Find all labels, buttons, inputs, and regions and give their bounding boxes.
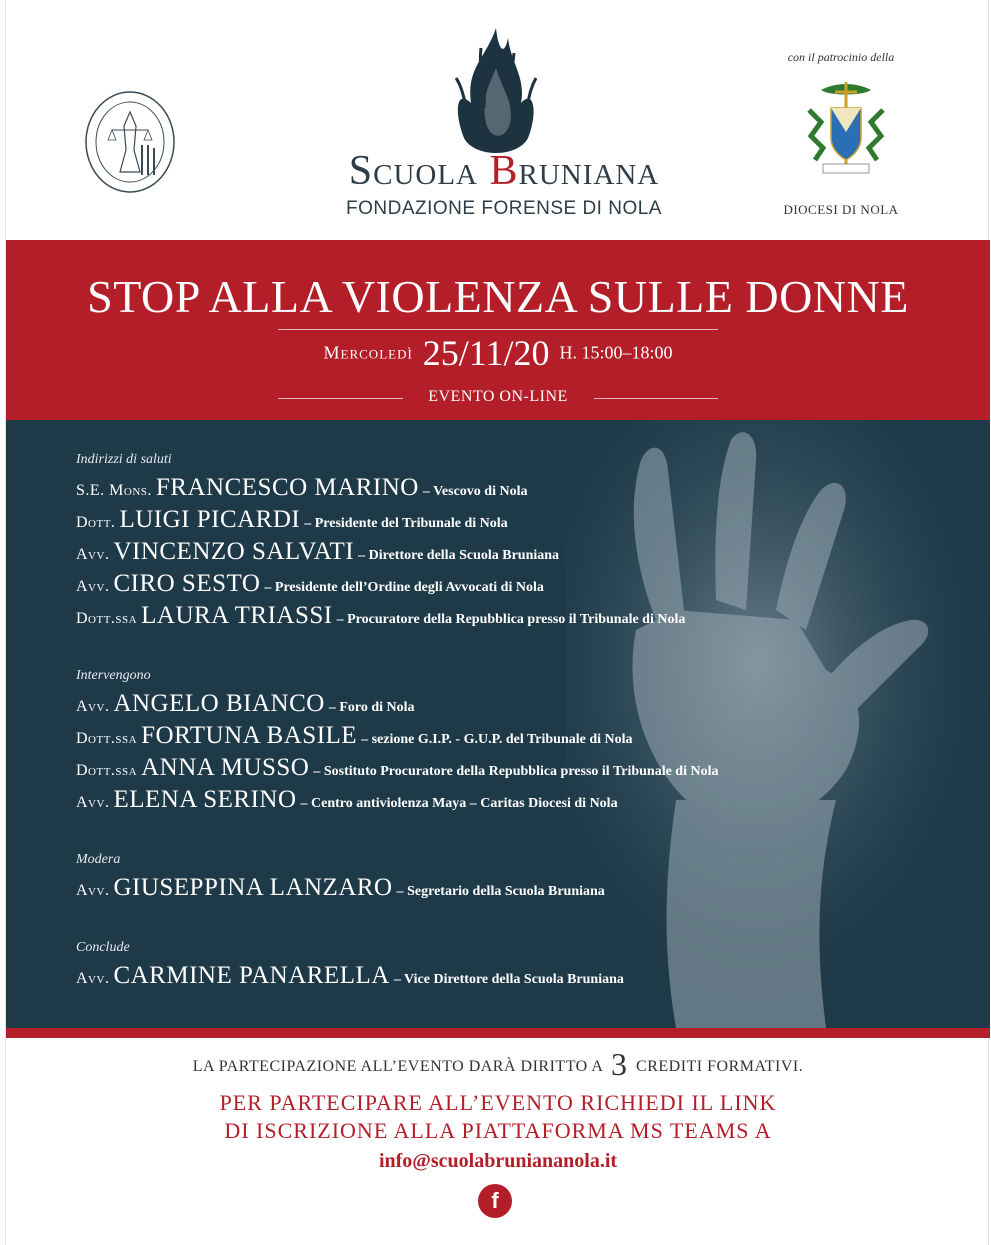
speaker-row: Dott.ssa ANNA MUSSO – Sostituto Procuratore della Repubblica presso il Tribunale di Nola — [76, 754, 719, 781]
speaker-row: Avv. GIUSEPPINA LANZARO – Segretario della Scuola Bruniana — [76, 874, 605, 901]
patronage-label: con il patrocinio della — [787, 50, 895, 64]
event-day: Mercoledì — [323, 342, 413, 363]
header — [6, 0, 990, 240]
event-date-line — [6, 332, 990, 374]
credits-notice: LA PARTECIPAZIONE ALL’EVENTO DARÀ DIRITTO A 3 CREDITI FORMATIVI. — [192, 1046, 804, 1082]
program-panel — [6, 420, 990, 1028]
credits-number: 3 — [611, 1046, 628, 1082]
speaker-row: Dott. LUIGI PICARDI – Presidente del Tribunale di Nola — [76, 506, 508, 533]
event-hours: H. 15:00–18:00 — [559, 342, 673, 363]
event-title: STOP ALLA VIOLENZA SULLE DONNE — [87, 271, 909, 322]
brand-subtitle: FONDAZIONE FORENSE DI NOLA — [346, 198, 662, 219]
speaker-row: Avv. CIRO SESTO – Presidente dell’Ordine degli Avvocati di Nola — [76, 570, 544, 597]
contact-email-link[interactable]: info@scuolabruniananola.it — [378, 1150, 618, 1172]
speaker-row: Avv. VINCENZO SALVATI – Direttore della Scuola Bruniana — [76, 538, 560, 565]
speaker-row: Dott.ssa LAURA TRIASSI – Procuratore della Repubblica presso il Tribunale di Nola — [76, 602, 686, 629]
bottom-red-stripe — [6, 1028, 990, 1038]
poster — [5, 0, 989, 1245]
section-label-conclusion: Conclude — [76, 940, 130, 955]
speaker-row: S.E. Mons. FRANCESCO MARINO – Vescovo di Nola — [76, 474, 528, 501]
registration-line-2: DI ISCRIZIONE ALLA PIATTAFORMA MS TEAMS A — [224, 1118, 772, 1143]
speaker-row: Avv. ELENA SERINO – Centro antiviolenza Maya – Caritas Diocesi di Nola — [76, 786, 618, 813]
speaker-row: Avv. ANGELO BIANCO – Foro di Nola — [76, 690, 415, 717]
event-banner — [6, 240, 990, 420]
section-label-moderator: Modera — [76, 852, 121, 867]
divider-top — [278, 329, 718, 330]
section-label-greetings: Indirizzi di saluti — [76, 452, 172, 467]
diocese-coat-of-arms-icon — [801, 82, 891, 182]
section-label-speakers: Intervengono — [76, 668, 151, 683]
program-list — [76, 452, 936, 992]
brand-title: Scuola Bruniana — [348, 148, 660, 194]
diocese-name: DIOCESI DI NOLA — [783, 202, 899, 217]
event-date: 25/11/20 — [422, 333, 550, 373]
divider-right — [594, 398, 718, 399]
facebook-icon[interactable]: f — [478, 1184, 512, 1218]
speaker-row: Dott.ssa FORTUNA BASILE – sezione G.I.P. - G.U.P. del Tribunale di Nola — [76, 722, 633, 749]
registration-line-1: PER PARTECIPARE ALL’EVENTO RICHIEDI IL LINK — [219, 1090, 777, 1115]
bar-association-seal-icon — [84, 90, 176, 194]
speaker-row: Avv. CARMINE PANARELLA – Vice Direttore della Scuola Bruniana — [76, 962, 624, 989]
event-mode: EVENTO ON-LINE — [428, 388, 568, 405]
